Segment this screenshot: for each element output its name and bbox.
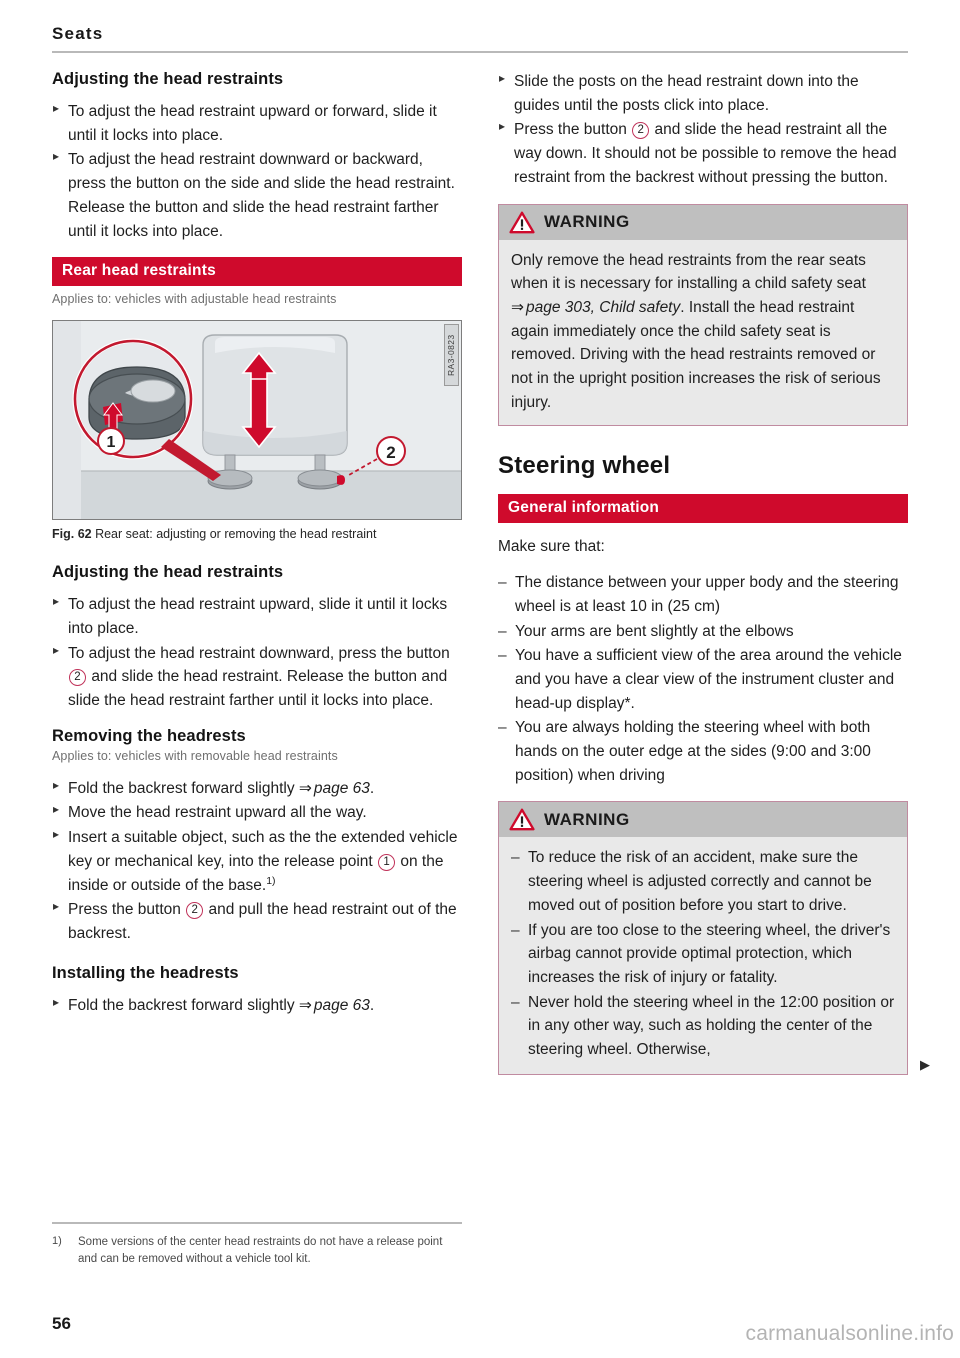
list-item: – To reduce the risk of an accident, make sure the steering wheel is adjusted correctly and cannot be moved out of position before you start to drive. [511, 846, 895, 917]
list-item [52, 642, 462, 713]
intro-make-sure-that: Make sure that: [498, 538, 605, 556]
warning-text-part2: . Install the head restraint again immediately once the child safety seat is removed. Driving with the head restraints removed or not in the upright position increases the risk of serious injury. [511, 298, 881, 411]
warning-box-head-restraints [498, 204, 908, 427]
warning-text-part1: Only remove the head restraints from the rear seats when it is necessary for installing a child safety seat [511, 251, 866, 293]
list-item-text: Fold the backrest forward slightly [68, 779, 295, 797]
period: . [369, 779, 375, 797]
footnote [52, 1234, 462, 1269]
list-adjusting-1 [52, 100, 462, 243]
heading-removing-headrests: Removing the headrests [52, 726, 246, 745]
list-item [52, 777, 462, 801]
footnote-rule [52, 1222, 462, 1224]
list-item: ▸ To adjust the head restraint upward, slide it until it locks into place. [52, 593, 462, 640]
list-item-text: and slide the head restraint. Release the button and slide the head restraint farther until it locks into place. [68, 668, 448, 710]
section-bar-general-information: General information [498, 494, 908, 523]
applies-to-removing: Applies to: vehicles with removable head restraints [52, 748, 338, 763]
list-item [52, 898, 462, 945]
warning-box-steering-wheel [498, 801, 908, 1074]
list-item-text: Press the button [514, 121, 627, 139]
list-item-text: and slide the head restraint all the way down. It should not be possible to remove the head restraint from the backrest without pressing the button. [514, 121, 897, 186]
applies-to-rear-head-restraints: Applies to: vehicles with adjustable head restraints [52, 292, 337, 307]
list-installing [52, 994, 462, 1018]
right-column [498, 70, 930, 1081]
list-item [52, 826, 462, 897]
callout-ref-1: 1 [378, 854, 395, 871]
list-item [498, 118, 908, 189]
list-item: – If you are too close to the steering wheel, the driver's airbag cannot provide optimal protection, which increases the risk of injury or fatality. [511, 919, 895, 990]
period: . [369, 996, 375, 1014]
warning-body [499, 837, 907, 1073]
cross-reference-page-303[interactable]: ⇒ page 303, Child safety [511, 299, 680, 316]
callout-ref-2: 2 [632, 122, 649, 139]
footnote-text: Some versions of the center head restraints do not have a release point and can be removed without a vehicle tool kit. [78, 1235, 443, 1265]
list-item-text: Insert a suitable object, such as the the extended vehicle key or mechanical key, into the release point [68, 829, 458, 870]
list-installing-continued [498, 70, 908, 190]
footnote-area [52, 1222, 462, 1268]
figure-id-label: RA3-0823 [444, 324, 459, 386]
callout-ref-2: 2 [69, 669, 86, 686]
figure-image [52, 320, 462, 520]
head-restraint-illustration [53, 321, 461, 519]
list-item-text: To adjust the head restraint downward, press the button [68, 644, 450, 662]
figure-callout-2: 2 [386, 443, 396, 463]
page-columns [52, 70, 930, 1081]
figure-caption [52, 527, 462, 541]
figure-62 [52, 320, 462, 541]
section-bar-rear-head-restraints: Rear head restraints [52, 257, 462, 286]
chapter-heading-steering-wheel: Steering wheel [498, 452, 671, 480]
list-warning-items [511, 846, 895, 1061]
cross-reference-page-63[interactable]: ⇒ page 63 [299, 997, 370, 1014]
figure-callout-1: 1 [106, 434, 116, 452]
left-column [52, 70, 462, 1081]
warning-header [499, 205, 907, 240]
list-item: – Your arms are bent slightly at the elbows [498, 620, 908, 644]
list-item-text: Fold the backrest forward slightly [68, 996, 295, 1014]
warning-body [499, 240, 907, 426]
list-item-text: Press the button [68, 901, 181, 919]
warning-triangle-icon [509, 211, 535, 234]
list-item: – The distance between your upper body and the steering wheel is at least 10 in (25 cm) [498, 571, 908, 618]
warning-triangle-icon [509, 808, 535, 831]
heading-installing-headrests: Installing the headrests [52, 963, 239, 982]
list-item: – Never hold the steering wheel in the 12:00 position or in any other way, such as holding the center of the steering wheel. Otherwise, [511, 991, 895, 1062]
warning-title: WARNING [544, 809, 630, 829]
running-head-title: Seats [52, 24, 104, 43]
callout-ref-2: 2 [186, 902, 203, 919]
list-item: – You have a sufficient view of the area around the vehicle and you have a clear view of the instrument cluster and head-up display*. [498, 644, 908, 715]
list-item: ▸ Move the head restraint upward all the way. [52, 801, 462, 825]
list-adjusting-2 [52, 593, 462, 713]
list-item: ▸ Slide the posts on the head restraint down into the guides until the posts click into place. [498, 70, 908, 117]
list-item: ▸ To adjust the head restraint upward or forward, slide it until it locks into place. [52, 100, 462, 147]
list-item-text: and pull the head restraint out of the backrest. [68, 901, 457, 942]
figure-caption-text: Rear seat: adjusting or removing the head restraint [95, 527, 377, 542]
page-number: 56 [52, 1314, 71, 1333]
footnote-marker: 1) [52, 1234, 62, 1247]
list-removing [52, 777, 462, 946]
continuation-arrow-icon: ▶ [920, 1056, 930, 1072]
heading-adjusting-head-restraints-1: Adjusting the head restraints [52, 70, 284, 88]
figure-caption-number: Fig. 62 [52, 527, 92, 542]
warning-header [499, 802, 907, 837]
list-item: ▸ To adjust the head restraint downward or backward, press the button on the side and slide the head restraint. Release the button and slide the head restraint farther until it locks into place. [52, 148, 462, 243]
warning-text [511, 249, 895, 415]
site-watermark: carmanualsonline.info [745, 1322, 954, 1345]
warning-title: WARNING [544, 212, 630, 232]
running-head-rule [52, 51, 908, 53]
list-item: – You are always holding the steering wheel with both hands on the outer edge at the sides (9:00 and 3:00 position) when driving [498, 716, 908, 787]
list-item-text: on the inside or outside of the base. [68, 852, 444, 894]
heading-adjusting-head-restraints-2: Adjusting the head restraints [52, 563, 284, 582]
list-steering-wheel-requirements [498, 571, 908, 787]
cross-reference-page-63[interactable]: ⇒ page 63 [299, 780, 370, 797]
footnote-marker-inline: 1) [266, 874, 276, 887]
list-item [52, 994, 462, 1018]
running-head [52, 24, 908, 53]
